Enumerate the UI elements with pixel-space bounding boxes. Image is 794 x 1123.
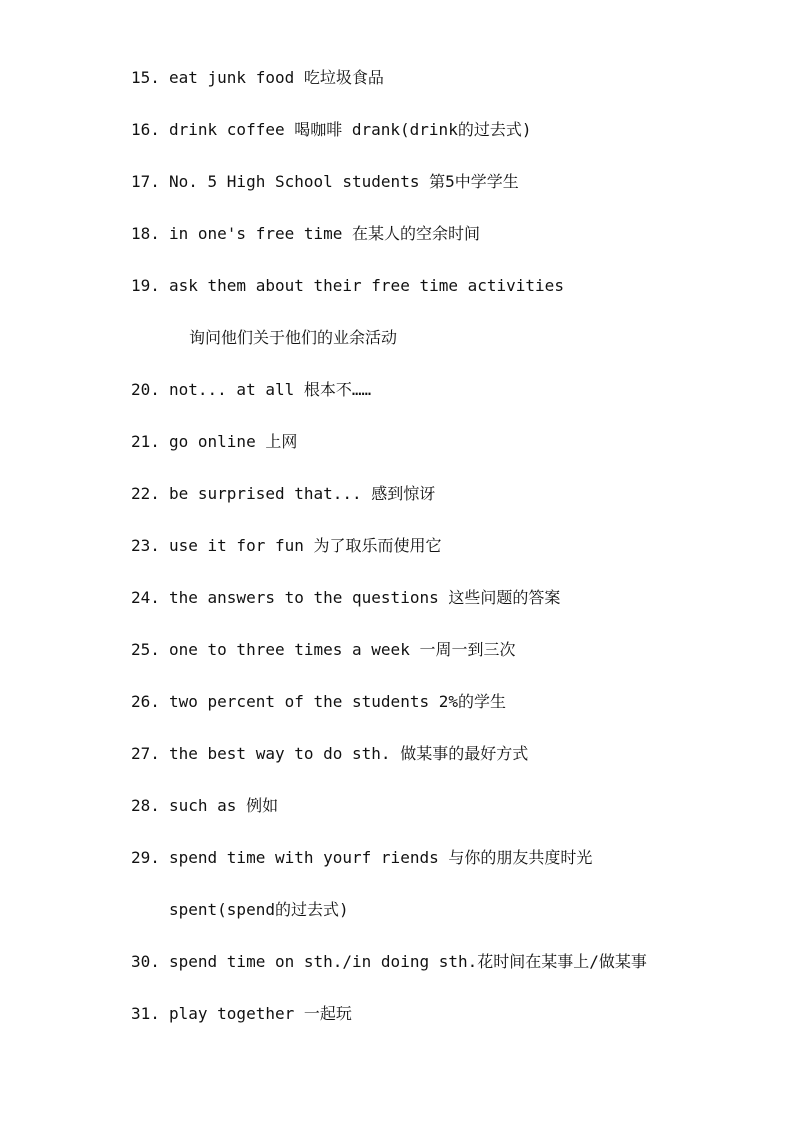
item-number: 31. xyxy=(131,1004,160,1023)
list-item xyxy=(131,844,771,896)
item-number: 23. xyxy=(131,536,160,555)
list-item xyxy=(131,688,771,740)
list-item xyxy=(131,272,771,324)
item-text: two percent of the students 2%的学生 xyxy=(169,692,506,711)
item-text: the answers to the questions 这些问题的答案 xyxy=(169,588,561,607)
item-number xyxy=(131,324,169,376)
item-number xyxy=(131,896,169,948)
list-item-continuation xyxy=(131,896,771,948)
list-item xyxy=(131,480,771,532)
list-item xyxy=(131,792,771,844)
list-item xyxy=(131,740,771,792)
item-text: spent(spend的过去式) xyxy=(169,900,349,919)
item-text: go online 上网 xyxy=(169,432,298,451)
item-text: 询问他们关于他们的业余活动 xyxy=(189,328,398,347)
item-number: 22. xyxy=(131,484,160,503)
list-item xyxy=(131,376,771,428)
item-number: 18. xyxy=(131,224,160,243)
list-item xyxy=(131,1000,771,1052)
item-number: 16. xyxy=(131,120,160,139)
item-text: use it for fun 为了取乐而使用它 xyxy=(169,536,442,555)
item-number: 25. xyxy=(131,640,160,659)
item-text: such as 例如 xyxy=(169,796,279,815)
item-text: one to three times a week 一周一到三次 xyxy=(169,640,516,659)
item-text: be surprised that... 感到惊讶 xyxy=(169,484,436,503)
list-item xyxy=(131,116,771,168)
list-item xyxy=(131,948,771,1000)
item-text: play together 一起玩 xyxy=(169,1004,352,1023)
list-item xyxy=(131,532,771,584)
list-item xyxy=(131,64,771,116)
list-item-continuation xyxy=(131,324,771,376)
item-number: 17. xyxy=(131,172,160,191)
item-text: spend time on sth./in doing sth.花时间在某事上/做某事 xyxy=(169,952,647,971)
item-number: 19. xyxy=(131,276,160,295)
item-number: 15. xyxy=(131,68,160,87)
list-item xyxy=(131,220,771,272)
item-text: the best way to do sth. 做某事的最好方式 xyxy=(169,744,529,763)
item-text: eat junk food 吃垃圾食品 xyxy=(169,68,384,87)
item-text: not... at all 根本不…… xyxy=(169,380,372,399)
item-number: 28. xyxy=(131,796,160,815)
item-number: 20. xyxy=(131,380,160,399)
item-number: 26. xyxy=(131,692,160,711)
item-text: ask them about their free time activities xyxy=(169,276,564,295)
list-item xyxy=(131,428,771,480)
item-text: in one's free time 在某人的空余时间 xyxy=(169,224,481,243)
item-text: spend time with yourf riends 与你的朋友共度时光 xyxy=(169,848,593,867)
list-item xyxy=(131,584,771,636)
item-text: drink coffee 喝咖啡 drank(drink的过去式) xyxy=(169,120,532,139)
item-number: 30. xyxy=(131,952,160,971)
item-number: 29. xyxy=(131,848,160,867)
list-item xyxy=(131,636,771,688)
item-text: No. 5 High School students 第5中学学生 xyxy=(169,172,519,191)
phrase-list xyxy=(131,64,771,1052)
item-number: 24. xyxy=(131,588,160,607)
item-number: 27. xyxy=(131,744,160,763)
item-number: 21. xyxy=(131,432,160,451)
list-item xyxy=(131,168,771,220)
